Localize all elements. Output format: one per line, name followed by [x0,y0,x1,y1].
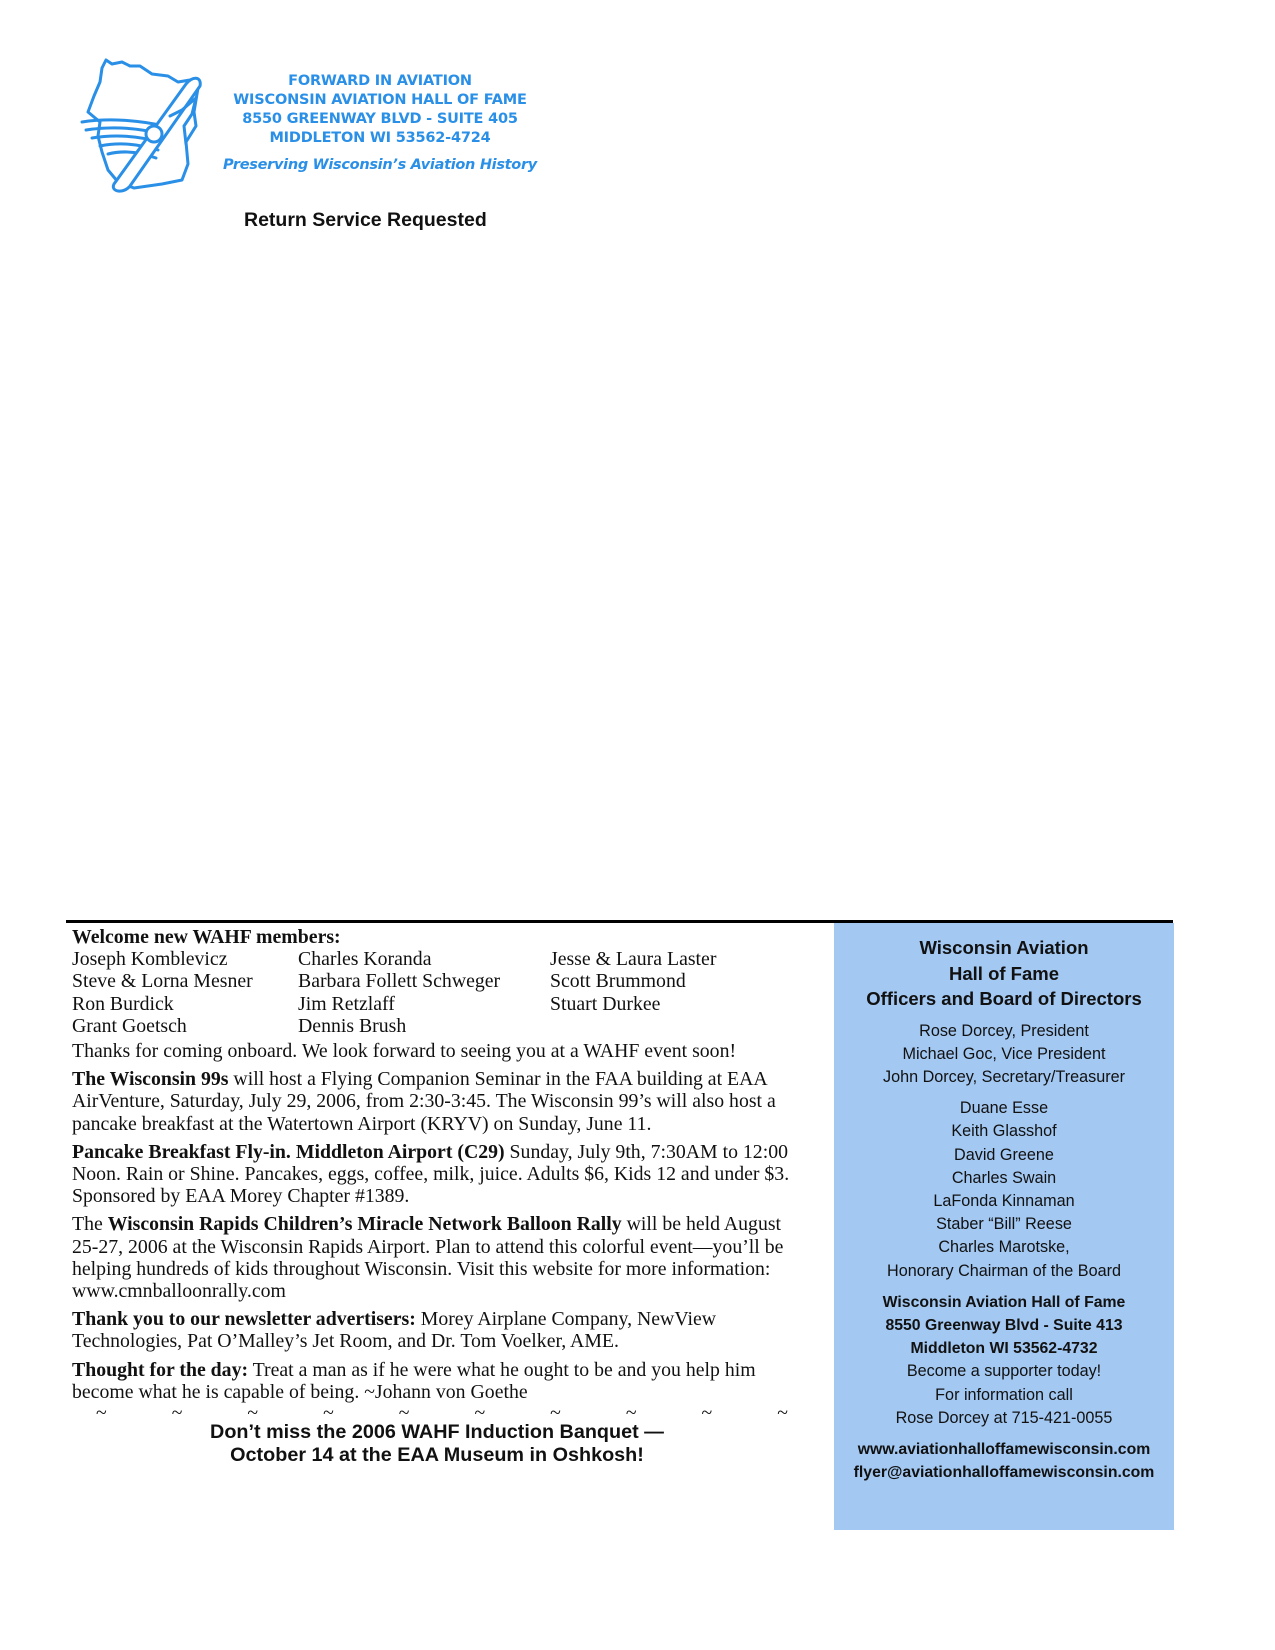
member-name: Steve & Lorna Mesner [72,970,253,993]
new-members-list [72,948,812,1037]
contact-line: Rose Dorcey at 715-421-0055 [895,1408,1113,1427]
officers-list [834,1020,1174,1090]
banquet-line-2: October 14 at the EAA Museum in Oshkosh! [230,1444,644,1467]
member-name: Charles Koranda [298,948,432,971]
article-prefix: The [72,1213,108,1236]
article-lead: Thank you to our newsletter advertisers: [72,1308,416,1331]
sidebar-contact [834,1360,1174,1430]
tilde: ~ [550,1402,561,1425]
sidebar-title [834,935,1174,1012]
tilde: ~ [625,1402,637,1425]
address-line: 8550 Greenway Blvd - Suite 413 [885,1316,1123,1334]
director: Keith Glasshof [951,1122,1057,1141]
article-body: will host a Flying Companion Seminar in the FAA building at EAA AirVenture, Saturday, July 29, 2006, from 2:30-3:45. The Wisconsin 99’s will also host a pancake breakfast at the Watertown Airport (KRYV) on Sunday, June 11. [72,1068,776,1135]
article-lead: Pancake Breakfast Fly-in. Middleton Airport (C29) [72,1140,505,1163]
tilde: ~ [247,1402,259,1425]
officer: John Dorcey, Secretary/Treasurer [883,1067,1125,1086]
member-name: Barbara Follett Schweger [298,970,501,993]
member-name: Jesse & Laura Laster [550,948,717,971]
sidebar-title-line: Officers and Board of Directors [866,988,1142,1009]
article-advertisers [72,1308,812,1352]
welcome-thanks: Thanks for coming onboard. We look forward to seeing you at a WAHF event soon! [72,1040,737,1063]
email-link[interactable]: flyer@aviationhalloffamewisconsin.com [853,1464,1155,1482]
article-thought-for-the-day [72,1359,812,1403]
tilde: ~ [777,1402,788,1425]
address-line: Wisconsin Aviation Hall of Fame [882,1293,1126,1311]
sidebar-title-line: Wisconsin Aviation [919,937,1089,958]
tilde: ~ [474,1402,486,1425]
sidebar-title-line: Hall of Fame [949,962,1059,984]
member-name [550,1015,790,1037]
organization-address-block [210,72,550,173]
member-name: Scott Brummond [550,970,686,993]
tilde: ~ [171,1402,183,1425]
website-link[interactable]: www.aviationhalloffamewisconsin.com [857,1440,1151,1458]
director: David Greene [954,1145,1054,1164]
member-name: Jim Retzlaff [298,992,395,1015]
welcome-heading: Welcome new WAHF members: [72,926,341,948]
member-name: Ron Burdick [72,992,174,1015]
sidebar-address [834,1291,1174,1361]
return-service-label: Return Service Requested [244,209,487,231]
director: Duane Esse [959,1099,1049,1118]
org-tagline: Preserving Wisconsin’s Aviation History [223,157,537,173]
banquet-announcement [62,1421,812,1467]
org-street: 8550 GREENWAY BLVD - SUITE 405 [242,111,518,127]
directors-list [834,1097,1174,1283]
contact-line: Become a supporter today! [906,1362,1102,1381]
director: LaFonda Kinnaman [933,1191,1075,1210]
tilde: ~ [398,1402,410,1425]
article-lead: Wisconsin Rapids Children’s Miracle Network Balloon Rally [107,1213,622,1236]
tilde: ~ [701,1402,713,1425]
article-wisconsin-99s [72,1068,812,1135]
article-body: will be held August 25-27, 2006 at the Wisconsin Rapids Airport. Plan to attend this colorful event—you’ll be helping hundreds of kids throughout Wisconsin. Visit this website for more information: www.cmnballoonrally.com [72,1213,784,1303]
officer: Michael Goc, Vice President [902,1044,1106,1063]
contact-line: For information call [935,1385,1073,1404]
officer: Rose Dorcey, President [919,1021,1089,1040]
article-body: Treat a man as if he were what he ought to be and you help him become what he is capable of being. ~Johann von Goethe [72,1358,756,1403]
director: Honorary Chairman of the Board [887,1261,1121,1280]
director: Charles Swain [951,1168,1057,1187]
article-body: Sunday, July 9th, 7:30AM to 12:00 Noon. Rain or Shine. Pancakes, eggs, coffee, milk, juice. Adults $6, Kids 12 and under $3. Sponsored by EAA Morey Chapter #1389. [72,1140,790,1208]
director: Staber “Bill” Reese [936,1215,1072,1234]
board-of-directors-sidebar [834,923,1174,1530]
tilde-divider [72,1402,812,1425]
article-body: Morey Airplane Company, NewView Technologies, Pat O’Malley’s Jet Room, and Dr. Tom Voelker, AME. [72,1308,717,1353]
org-name: WISCONSIN AVIATION HALL OF FAME [233,92,527,108]
member-name: Dennis Brush [298,1014,407,1037]
tilde: ~ [323,1402,334,1425]
tilde: ~ [96,1402,107,1425]
member-name: Joseph Komblevicz [72,948,228,971]
member-name: Grant Goetsch [72,1014,187,1037]
address-line: Middleton WI 53562-4732 [910,1340,1098,1358]
article-lead: The Wisconsin 99s [72,1068,229,1091]
newsletter-main-column [72,926,812,1467]
wisconsin-propeller-logo-icon [78,52,213,194]
banquet-line-1: Don’t miss the 2006 WAHF Induction Banquet — [210,1421,664,1444]
director: Charles Marotske, [938,1238,1070,1257]
member-name: Stuart Durkee [550,992,661,1015]
article-pancake-breakfast [72,1141,812,1208]
org-city: MIDDLETON WI 53562-4724 [269,130,491,146]
sidebar-web-contact [834,1438,1174,1484]
article-lead: Thought for the day: [72,1358,249,1381]
org-motto: FORWARD IN AVIATION [288,73,472,89]
article-balloon-rally [72,1213,812,1302]
